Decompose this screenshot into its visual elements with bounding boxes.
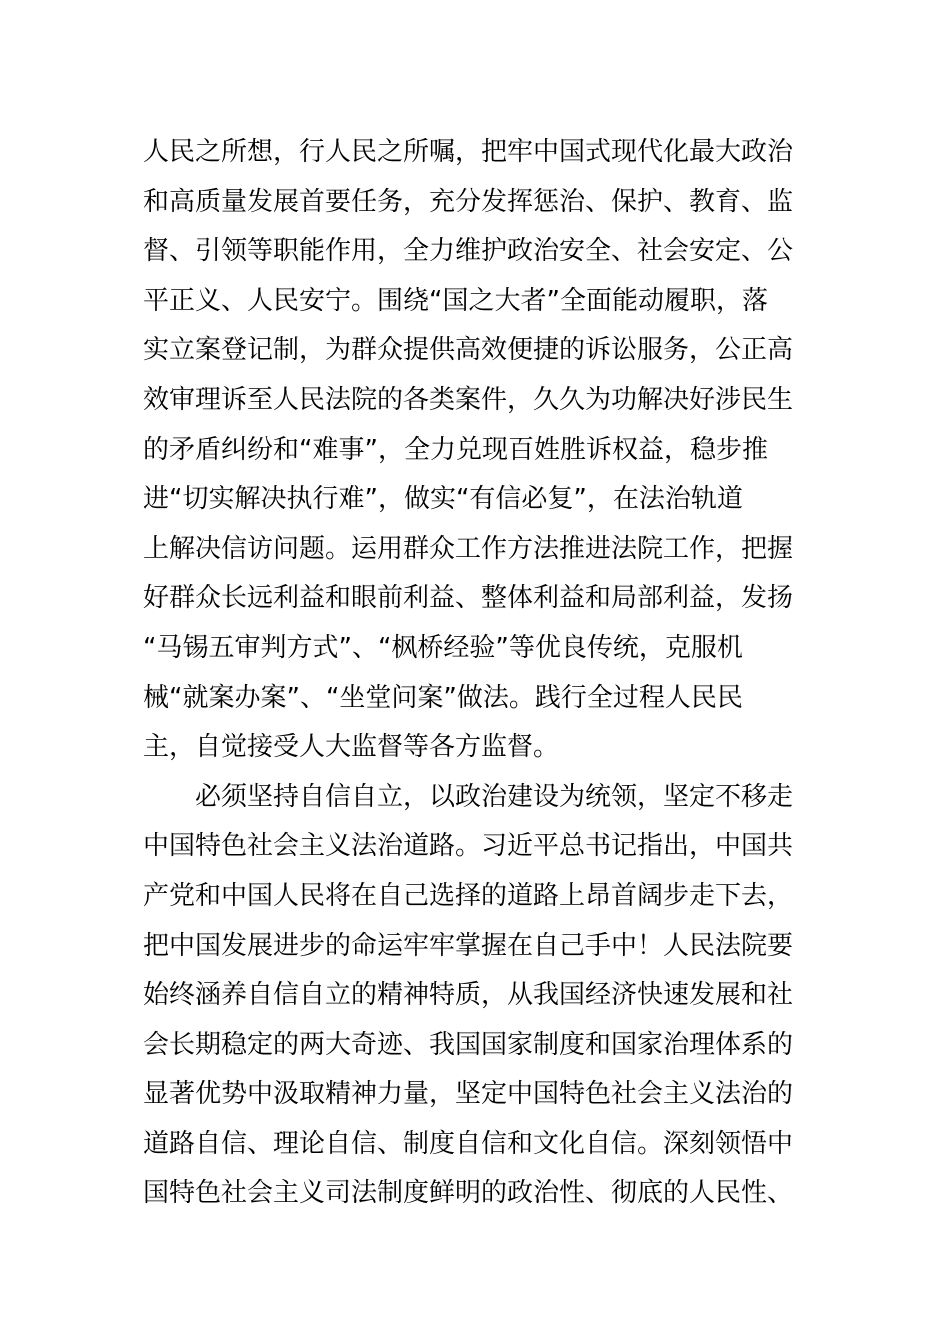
- text-line: 好群众长远利益和眼前利益、整体利益和局部利益，发扬: [143, 583, 794, 614]
- text-line: 国特色社会主义司法制度鲜明的政治性、彻底的人民性、: [143, 1178, 794, 1209]
- text-line: “马锡五审判方式”、“枫桥经验”等优良传统，克服机: [143, 632, 743, 663]
- text-line: 产党和中国人民将在自己选择的道路上昂首阔步走下去，: [143, 880, 794, 911]
- text-line: 必须坚持自信自立，以政治建设为统领，坚定不移走: [143, 781, 794, 812]
- text-line: 主，自觉接受人大监督等各方监督。: [143, 732, 560, 763]
- text-line: 把中国发展进步的命运牢牢掌握在自己手中！人民法院要: [143, 930, 794, 961]
- text-line: 人民之所想，行人民之所嘱，把牢中国式现代化最大政治: [143, 137, 794, 167]
- text-line: 进“切实解决执行难”，做实“有信必复”，在法治轨道: [143, 484, 743, 515]
- text-line: 上解决信访问题。运用群众工作方法推进法院工作，把握: [143, 533, 794, 564]
- text-line: 中国特色社会主义法治道路。习近平总书记指出，中国共: [143, 831, 794, 862]
- text-line: 显著优势中汲取精神力量，坚定中国特色社会主义法治的: [143, 1079, 794, 1110]
- text-line: 实立案登记制，为群众提供高效便捷的诉讼服务，公正高: [143, 335, 794, 366]
- text-line: 和高质量发展首要任务，充分发挥惩治、保护、教育、监: [143, 186, 794, 217]
- text-line: 的矛盾纠纷和“难事”，全力兑现百姓胜诉权益，稳步推: [143, 434, 768, 465]
- text-line: 始终涵养自信自立的精神特质，从我国经济快速发展和社: [143, 980, 794, 1011]
- text-line: 械“就案办案”、“坐堂问案”做法。践行全过程人民民: [143, 682, 743, 713]
- text-line: 效审理诉至人民法院的各类案件，久久为功解决好涉民生: [143, 384, 794, 415]
- text-line: 平正义、人民安宁。围绕“国之大者”全面能动履职，落: [143, 285, 768, 316]
- body-text: [143, 128, 813, 1219]
- text-line: 会长期稳定的两大奇迹、我国国家制度和国家治理体系的: [143, 1029, 794, 1060]
- text-line: 督、引领等职能作用，全力维护政治安全、社会安定、公: [143, 236, 794, 267]
- text-line: 道路自信、理论自信、制度自信和文化自信。深刻领悟中: [143, 1128, 794, 1159]
